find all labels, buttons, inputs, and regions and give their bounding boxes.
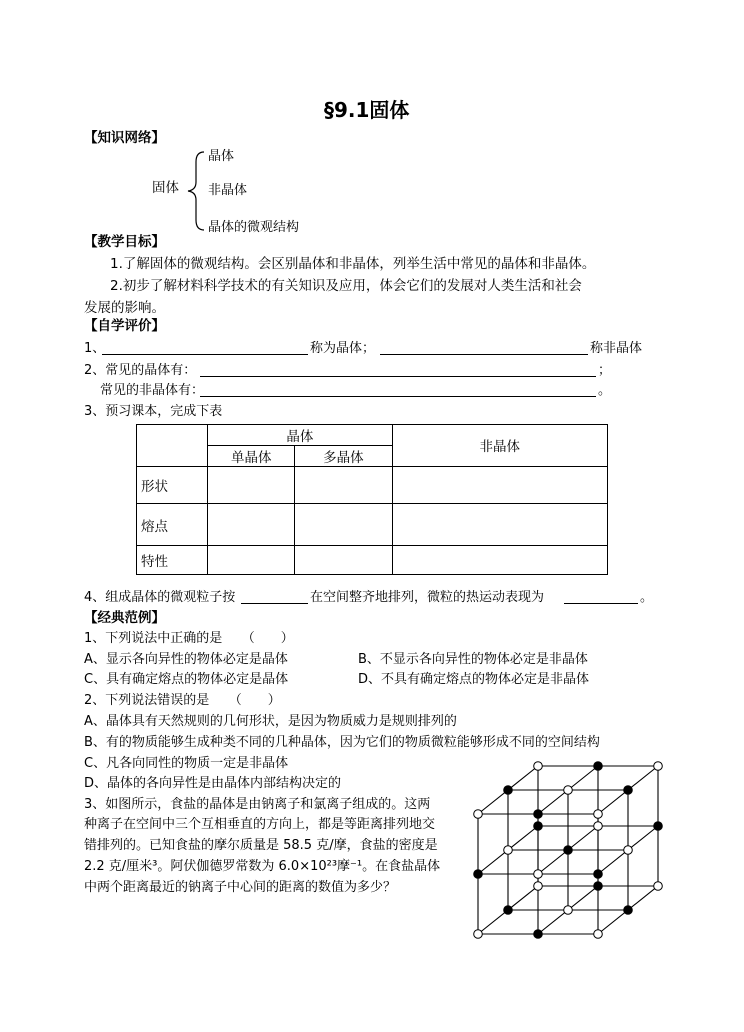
q2b-end: 。: [598, 383, 612, 398]
example3-line3: 错排列的。已知食盐的摩尔质量是 58.5 克/摩，食盐的密度是: [84, 838, 438, 853]
sodium-ion: [594, 930, 603, 939]
q1-middle-text: 称为晶体；: [310, 341, 376, 356]
header-polycrystal: 多晶体: [295, 446, 392, 467]
example1-option-d: D、不具有确定熔点的物体必定是非晶体: [358, 672, 590, 687]
q1-number: 1、: [84, 341, 106, 356]
example2-option-b: B、有的物质能够生成种类不同的几种晶体，因为它们的物质微粒能够形成不同的空间结构: [84, 735, 600, 750]
q2-end: ；: [598, 363, 612, 378]
sodium-ion: [534, 870, 543, 879]
goal-2-line2: 发展的影响。: [84, 300, 165, 316]
q2-label: 2、常见的晶体有：: [84, 363, 197, 378]
network-branch-microstructure: 晶体的微观结构: [208, 220, 300, 235]
q2b-blank-amorphous[interactable]: [200, 396, 596, 397]
example1-option-c: C、具有确定熔点的物体必定是晶体: [84, 672, 289, 687]
q4-text-b: 在空间整齐地排列，微粒的热运动表现为: [310, 590, 545, 605]
example3-line4: 2.2 克/厘米³。阿伏伽德罗常数为 6.0×10²³摩⁻¹。在食盐晶体: [84, 859, 441, 874]
sodium-ion: [534, 762, 543, 771]
chloride-ion: [594, 762, 603, 771]
example1-option-b: B、不显示各向异性的物体必定是非晶体: [358, 652, 588, 667]
header-crystal: 晶体: [208, 425, 392, 446]
network-brace: [180, 148, 210, 234]
chloride-ion: [534, 930, 543, 939]
network-root: 固体: [152, 180, 179, 196]
q2b-label: 常见的非晶体有：: [100, 383, 205, 398]
row-label-melting-point: 熔点: [137, 504, 208, 546]
header-amorphous: 非晶体: [392, 425, 607, 467]
cell-property-poly[interactable]: [295, 546, 392, 575]
sodium-ion: [534, 882, 543, 891]
chloride-ion: [474, 870, 483, 879]
chloride-ion: [534, 810, 543, 819]
section-teaching-goals: 【教学目标】: [84, 234, 165, 250]
goal-1: 1.了解固体的微观结构。会区别晶体和非晶体，列举生活中常见的晶体和非晶体。: [110, 256, 596, 272]
example3-line2: 种离子在空间中三个互相垂直的方向上，都是等距离排列地交: [84, 817, 436, 832]
q4-text-c: 。: [640, 590, 654, 605]
example3-line1: 3、如图所示，食盐的晶体是由钠离子和氯离子组成的。这两: [84, 797, 431, 812]
row-label-shape: 形状: [137, 467, 208, 504]
row-label-property: 特性: [137, 546, 208, 575]
q1-end-text: 称非晶体: [590, 341, 643, 356]
chloride-ion: [654, 822, 663, 831]
q2-blank-crystals[interactable]: [200, 376, 596, 377]
cell-shape-poly[interactable]: [295, 467, 392, 504]
q3-text: 3、预习课本，完成下表: [84, 404, 223, 419]
section-knowledge-network: 【知识网络】: [84, 130, 165, 146]
sodium-ion: [474, 810, 483, 819]
network-branch-crystal: 晶体: [208, 149, 235, 164]
goal-2-line1: 2.初步了解材料科学技术的有关知识及应用，体会它们的发展对人类生活和社会: [110, 278, 582, 294]
chloride-ion: [594, 882, 603, 891]
page-title: §9.1固体: [324, 98, 410, 122]
chloride-ion: [594, 870, 603, 879]
example2-option-c: C、凡各向同性的物质一定是非晶体: [84, 756, 289, 771]
network-branch-amorphous: 非晶体: [208, 183, 248, 198]
example2-option-d: D、晶体的各向异性是由晶体内部结构决定的: [84, 776, 342, 791]
nacl-lattice-figure: [466, 752, 666, 948]
sodium-ion: [654, 882, 663, 891]
example2-stem: 2、下列说法错误的是 （ ）: [84, 693, 281, 708]
header-single-crystal: 单晶体: [208, 446, 295, 467]
chloride-ion: [504, 786, 513, 795]
example1-option-a: A、显示各向异性的物体必定是晶体: [84, 652, 288, 667]
chloride-ion: [564, 846, 573, 855]
sodium-ion: [564, 786, 573, 795]
section-self-evaluation: 【自学评价】: [84, 318, 165, 334]
section-examples: 【经典范例】: [84, 610, 165, 626]
q1-blank-1[interactable]: [102, 354, 308, 355]
sodium-ion: [594, 822, 603, 831]
example2-option-a: A、晶体具有天然规则的几何形状，是因为物质威力是规则排列的: [84, 714, 457, 729]
cell-property-single[interactable]: [208, 546, 295, 575]
cell-melting-poly[interactable]: [295, 504, 392, 546]
example3-line5: 中两个距离最近的钠离子中心间的距离的数值为多少？: [84, 880, 397, 895]
q4-blank-2[interactable]: [564, 603, 638, 604]
q1-blank-2[interactable]: [380, 354, 588, 355]
cell-property-amorphous[interactable]: [392, 546, 607, 575]
comparison-table: [136, 424, 608, 575]
chloride-ion: [624, 786, 633, 795]
sodium-ion: [624, 846, 633, 855]
sodium-ion: [564, 906, 573, 915]
q4-text-a: 4、组成晶体的微观粒子按: [84, 590, 236, 605]
table-corner-cell: [137, 425, 208, 467]
sodium-ion: [654, 762, 663, 771]
sodium-ion: [504, 846, 513, 855]
cell-shape-amorphous[interactable]: [392, 467, 607, 504]
chloride-ion: [534, 822, 543, 831]
example1-stem: 1、下列说法中正确的是 （ ）: [84, 631, 294, 646]
cell-melting-single[interactable]: [208, 504, 295, 546]
cell-shape-single[interactable]: [208, 467, 295, 504]
chloride-ion: [624, 906, 633, 915]
q4-blank-1[interactable]: [241, 603, 308, 604]
cell-melting-amorphous[interactable]: [392, 504, 607, 546]
sodium-ion: [594, 810, 603, 819]
chloride-ion: [504, 906, 513, 915]
sodium-ion: [474, 930, 483, 939]
